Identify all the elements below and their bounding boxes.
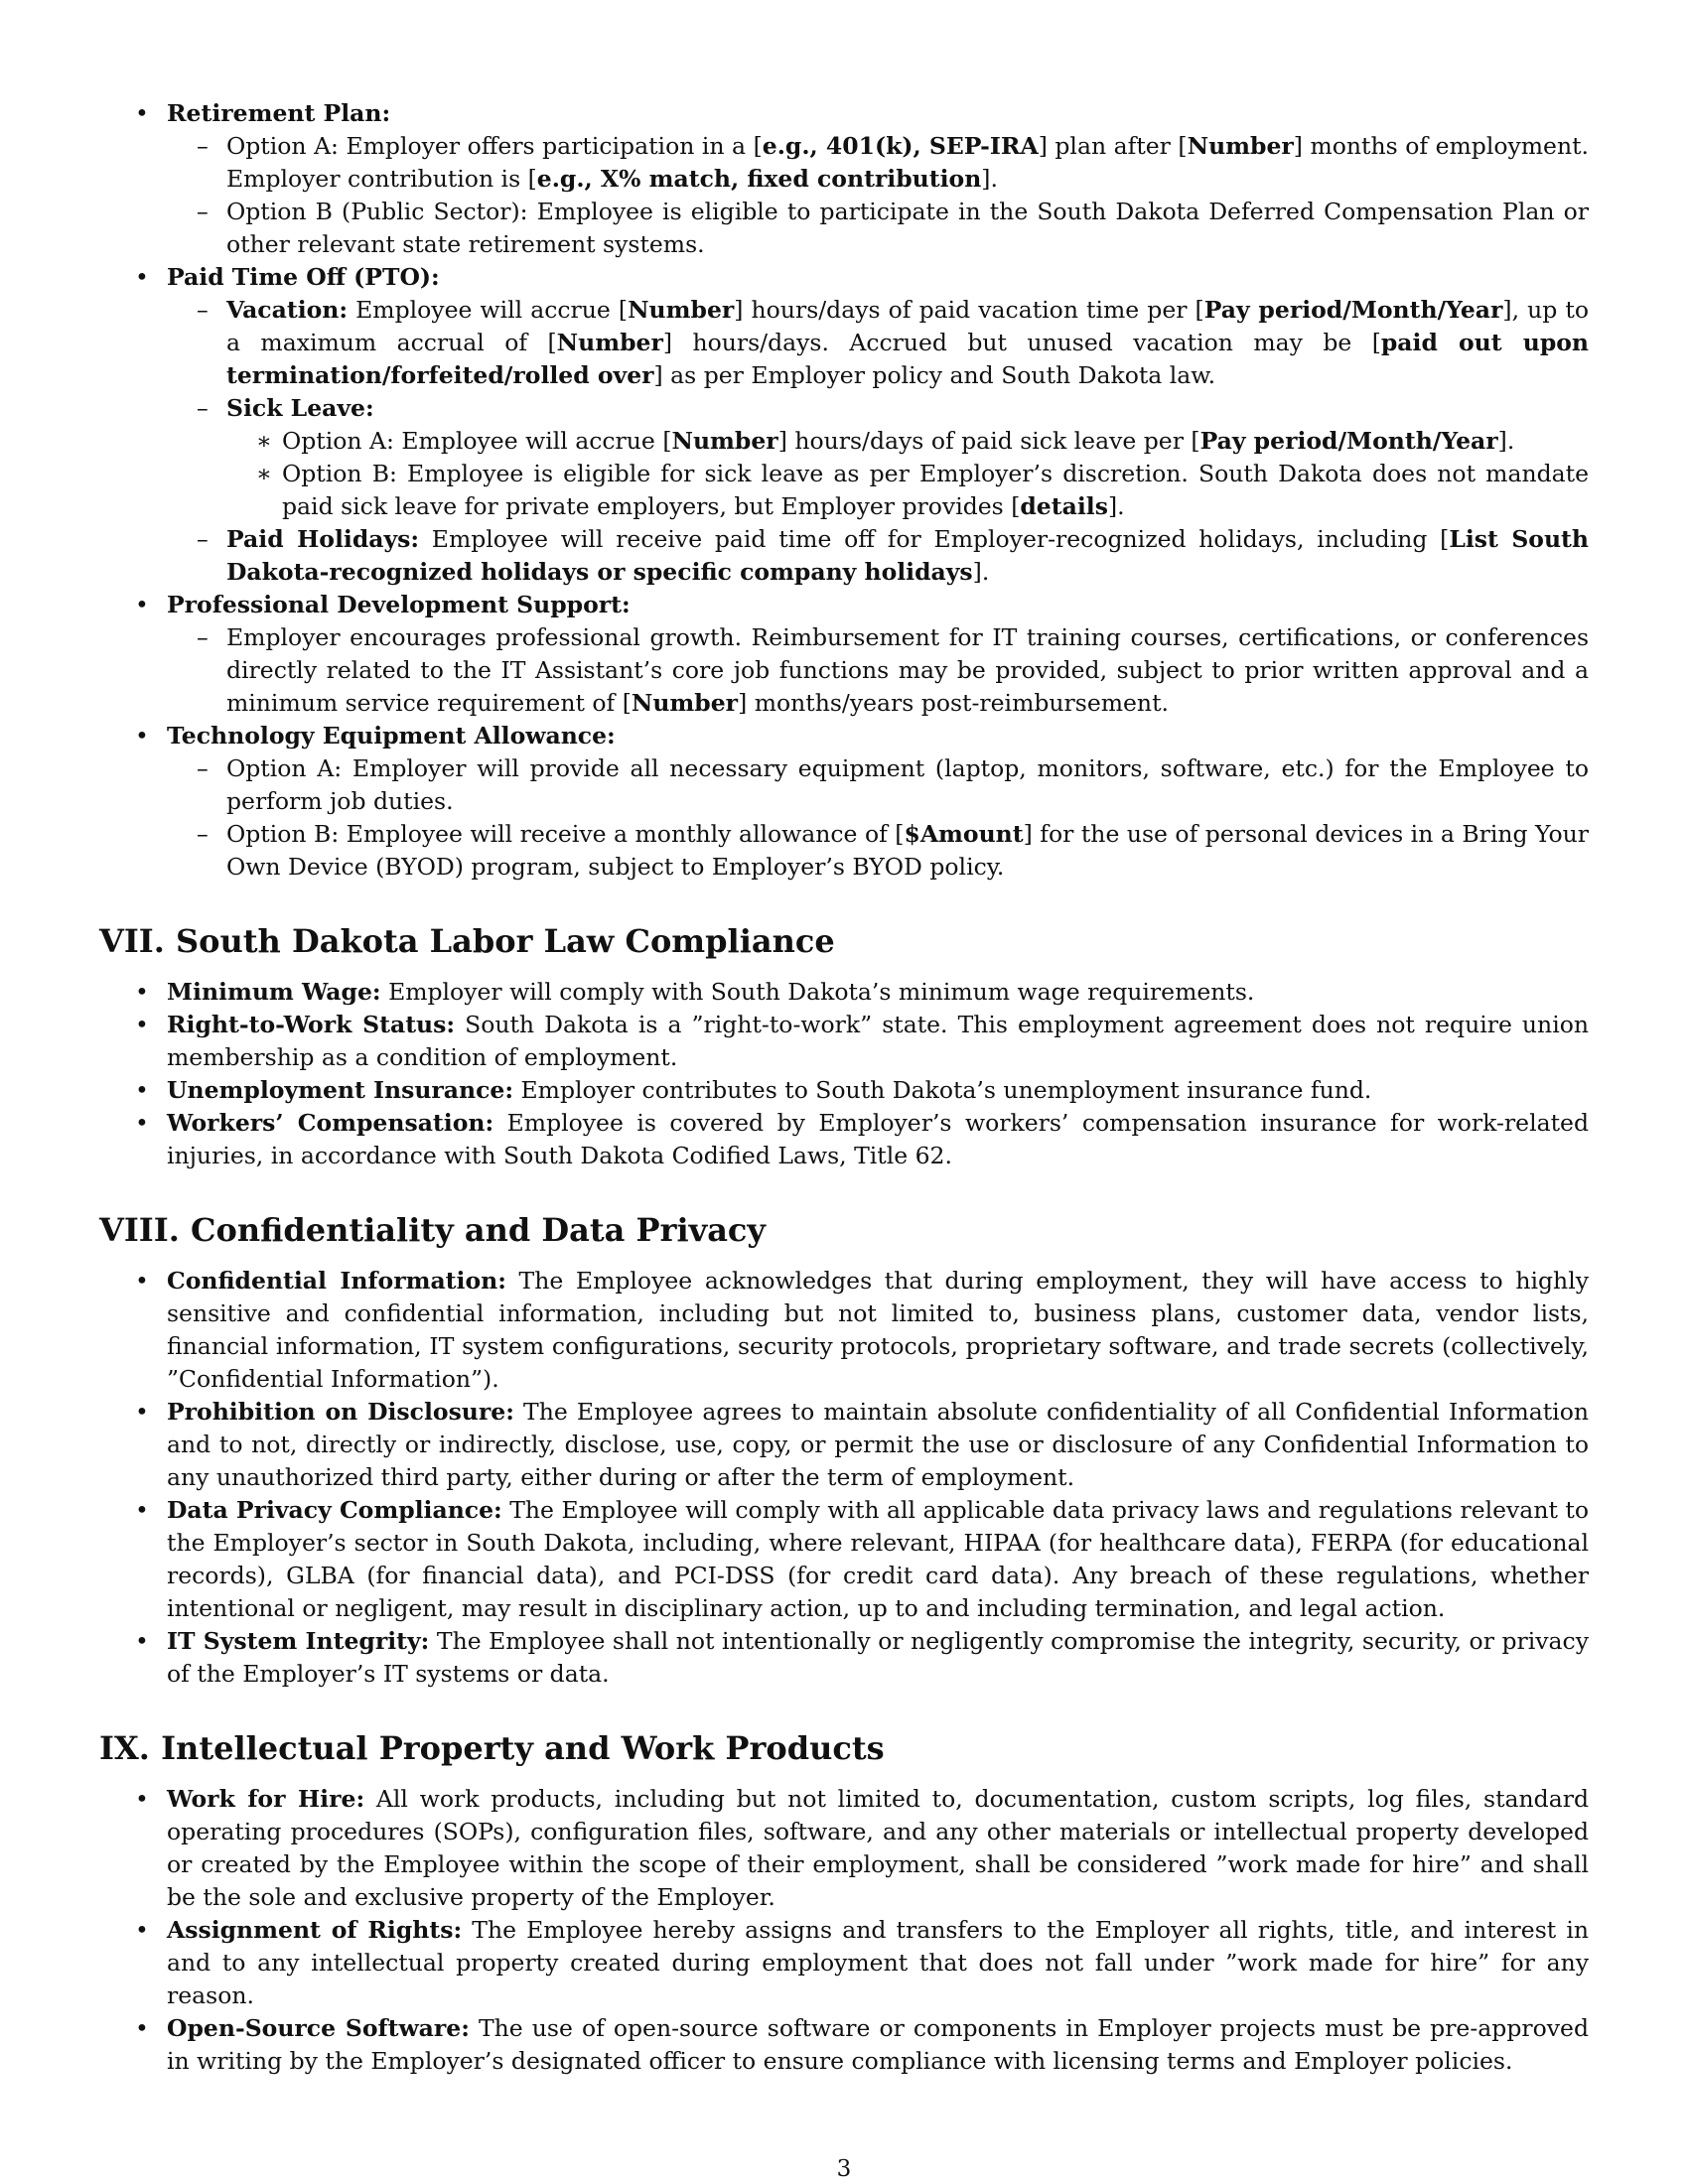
- list-item: • Assignment of Rights: The Employee hereby assigns and transfers to the Employer all rights, title, and interest in and to any intellectual property created during employment that does not fall under ”work made for hire” for any reason.: [99, 1914, 1589, 2012]
- paid-holidays-item: – Paid Holidays: Employee will receive paid time off for Employer-recognized holidays, including [List South Dakota-recognized holidays or specific company holidays].: [167, 523, 1589, 589]
- list-item: • Work for Hire: All work products, including but not limited to, documentation, custom scripts, log files, standard operating procedures (SOPs), configuration files, software, and any other materials or intellectual property developed or created by the Employee within the scope of their employment, shall be considered ”work made for hire” and shall be the sole and exclusive property of the Employer.: [99, 1783, 1589, 1914]
- list-item: • Confidential Information: The Employee acknowledges that during employment, they will have access to highly sensitive and confidential information, including but not limited to, business plans, customer data, vendor lists, financial information, IT system configurations, security protocols, proprietary software, and trade secrets (collectively, ”Confidential Information”).: [99, 1265, 1589, 1396]
- retirement-option-a: – Option A: Employer offers participation in a [e.g., 401(k), SEP-IRA] plan after [Number] months of employment. Employer contribution is [e.g., X% match, fixed contribution].: [167, 130, 1589, 196]
- page-number: 3: [836, 2156, 852, 2182]
- technology-allowance-title: Technology Equipment Allowance:: [167, 722, 616, 750]
- list-item: • IT System Integrity: The Employee shall not intentionally or negligently compromise the integrity, security, or privacy of the Employer’s IT systems or data.: [99, 1625, 1589, 1691]
- document-page: [99, 97, 1589, 2078]
- pto-title: Paid Time Off (PTO):: [167, 263, 440, 291]
- list-item: • Right-to-Work Status: South Dakota is a ”right-to-work” state. This employment agreement does not require union membership as a condition of employment.: [99, 1009, 1589, 1074]
- professional-development-item: [99, 589, 1589, 720]
- retirement-plan-item: [99, 97, 1589, 261]
- sick-option-b: ∗ Option B: Employee is eligible for sick leave as per Employer’s discretion. South Dakota does not mandate paid sick leave for private employers, but Employer provides [details].: [226, 458, 1589, 523]
- tech-option-a: – Option A: Employer will provide all necessary equipment (laptop, monitors, software, etc.) for the Employee to perform job duties.: [167, 752, 1589, 818]
- section-vii-heading: VII. South Dakota Labor Law Compliance: [99, 922, 835, 960]
- section-vii-list: [99, 976, 1589, 1172]
- retirement-option-b: – Option B (Public Sector): Employee is eligible to participate in the South Dakota Deferred Compensation Plan or other relevant state retirement systems.: [167, 196, 1589, 261]
- technology-allowance-item: [99, 720, 1589, 884]
- vacation-item: – Vacation: Employee will accrue [Number] hours/days of paid vacation time per [Pay period/Month/Year], up to a maximum accrual of [Number] hours/days. Accrued but unused vacation may be [paid out upon termination/forfeited/rolled over] as per Employer policy and South Dakota law.: [167, 294, 1589, 392]
- section-viii-heading: VIII. Confidentiality and Data Privacy: [99, 1211, 766, 1249]
- list-item: • Data Privacy Compliance: The Employee will comply with all applicable data privacy laws and regulations relevant to the Employer’s sector in South Dakota, including, where relevant, HIPAA (for healthcare data), FERPA (for educational records), GLBA (for financial data), and PCI-DSS (for credit card data). Any breach of these regulations, whether intentional or negligent, may result in disciplinary action, up to and including termination, and legal action.: [99, 1494, 1589, 1625]
- professional-development-title: Professional Development Support:: [167, 591, 631, 618]
- list-item: • Open-Source Software: The use of open-source software or components in Employer projects must be pre-approved in writing by the Employer’s designated officer to ensure compliance with licensing terms and Employer policies.: [99, 2012, 1589, 2078]
- pto-item: [99, 261, 1589, 589]
- sick-option-a: ∗ Option A: Employee will accrue [Number] hours/days of paid sick leave per [Pay period/Month/Year].: [226, 425, 1589, 458]
- tech-option-b: – Option B: Employee will receive a monthly allowance of [$Amount] for the use of personal devices in a Bring Your Own Device (BYOD) program, subject to Employer’s BYOD policy.: [167, 818, 1589, 884]
- professional-development-text: – Employer encourages professional growth. Reimbursement for IT training courses, certifications, or conferences directly related to the IT Assistant’s core job functions may be provided, subject to prior written approval and a minimum service requirement of [Number] months/years post-reimbursement.: [167, 621, 1589, 720]
- section-viii-list: [99, 1265, 1589, 1691]
- list-item: • Minimum Wage: Employer will comply with South Dakota’s minimum wage requirements.: [99, 976, 1589, 1009]
- list-item: • Prohibition on Disclosure: The Employee agrees to maintain absolute confidentiality of all Confidential Information and to not, directly or indirectly, disclose, use, copy, or permit the use or disclosure of any Confidential Information to any unauthorized third party, either during or after the term of employment.: [99, 1396, 1589, 1494]
- sick-leave-item: – Sick Leave: ∗ Option A: Employee will accrue [Number] hours/days of paid sick leave per [Pay period/Month/Year]. ∗ Option B: Employee is eligible for sick leave as per Employer’s discretion. South Dakota does not mandate paid sick leave for private employers, but Employer provides [details].: [167, 392, 1589, 523]
- section-ix-heading: IX. Intellectual Property and Work Products: [99, 1729, 885, 1767]
- list-item: • Workers’ Compensation: Employee is covered by Employer’s workers’ compensation insurance for work-related injuries, in accordance with South Dakota Codified Laws, Title 62.: [99, 1107, 1589, 1172]
- benefits-list: [99, 97, 1589, 884]
- retirement-plan-title: Retirement Plan:: [167, 99, 391, 127]
- list-item: • Unemployment Insurance: Employer contributes to South Dakota’s unemployment insurance fund.: [99, 1074, 1589, 1107]
- section-ix-list: [99, 1783, 1589, 2078]
